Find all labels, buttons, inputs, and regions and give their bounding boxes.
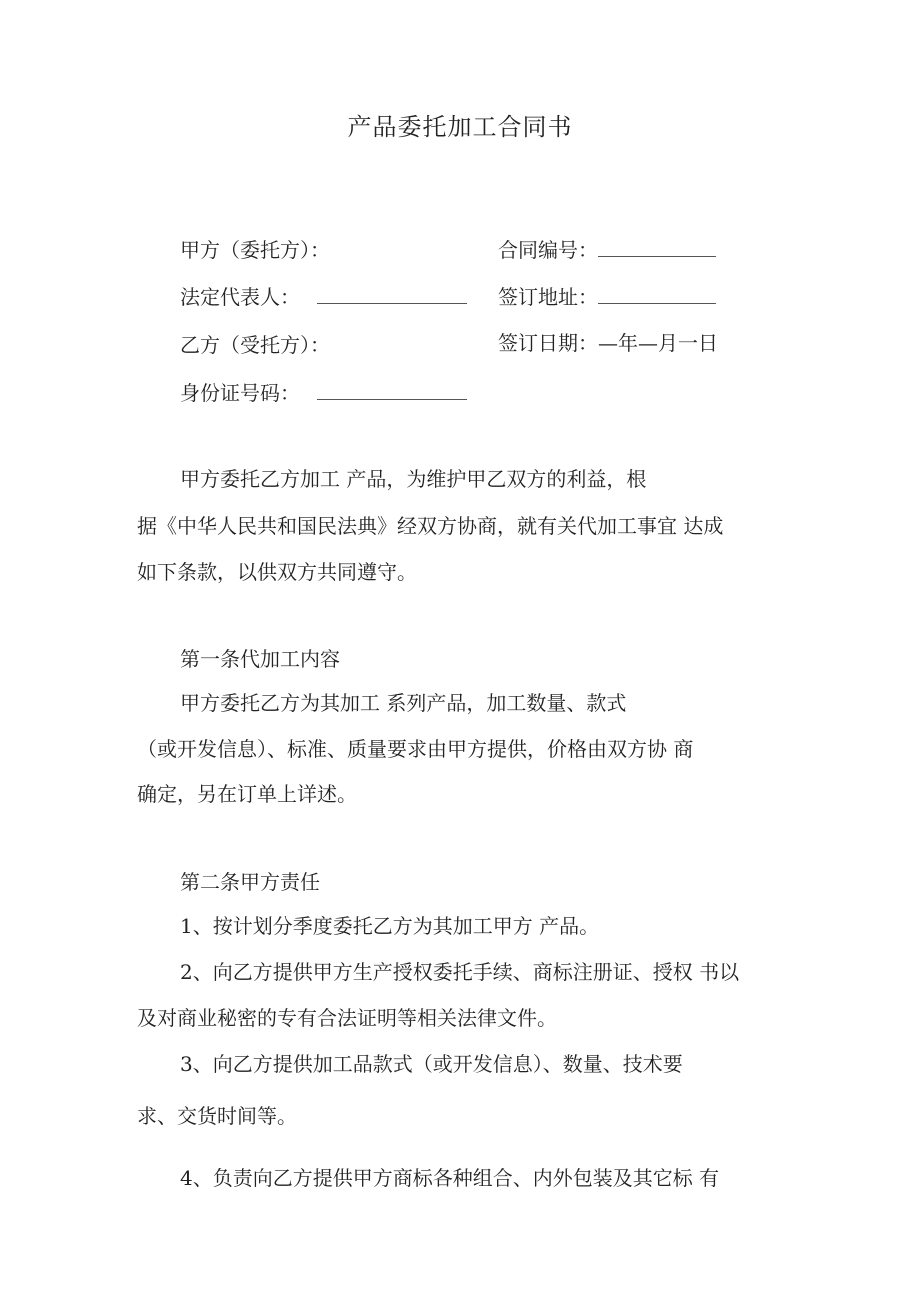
contract-no-label: 合同编号： [498,238,598,262]
sign-date-label: 签订日期：—年—月一日 [498,331,718,355]
article-2-line: 1、按计划分季度委托乙方为其加工甲方 产品。 [180,914,600,938]
article-2-heading: 第二条甲方责任 [180,870,320,894]
article-1-heading: 第一条代加工内容 [180,647,340,671]
page-title: 产品委托加工合同书 [347,113,573,141]
sign-place-blank [598,285,716,304]
sign-place-label: 签订地址： [498,285,598,309]
legal-rep-label: 法定代表人： [180,285,300,309]
intro-line: 如下条款，以供双方共同遵守。 [137,560,417,584]
party-b-label: 乙方（受托方）： [180,333,330,357]
article-2-line: 2、向乙方提供甲方生产授权委托手续、商标注册证、授权 书以 [180,960,740,984]
article-2-line: 求、交货时间等。 [137,1104,297,1128]
article-2-line: 及对商业秘密的专有合法证明等相关法律文件。 [137,1006,557,1030]
article-2-line: 4、负责向乙方提供甲方商标各种组合、内外包装及其它标 有 [180,1166,720,1190]
id-number-blank [317,381,467,400]
article-1-line: （或开发信息）、标准、质量要求由甲方提供，价格由双方协 商 [137,737,694,761]
sign-place-row [498,283,716,311]
intro-line: 据《中华人民共和国民法典》经双方协商，就有关代加工事宜 达成 [137,514,724,538]
article-2-line: 3、向乙方提供加工品款式（或开发信息）、数量、技术要 [180,1052,683,1076]
id-number-row [180,379,467,407]
article-1-line: 确定，另在订单上详述。 [137,782,357,806]
legal-rep-blank [317,285,467,304]
id-number-label: 身份证号码： [180,381,300,405]
party-a-label: 甲方（委托方）： [180,238,330,262]
intro-line: 甲方委托乙方加工 产品，为维护甲乙双方的利益，根 [180,467,647,491]
contract-no-row [498,236,716,264]
article-1-line: 甲方委托乙方为其加工 系列产品，加工数量、款式 [180,691,627,715]
legal-rep-row [180,283,467,311]
contract-no-blank [598,238,716,257]
